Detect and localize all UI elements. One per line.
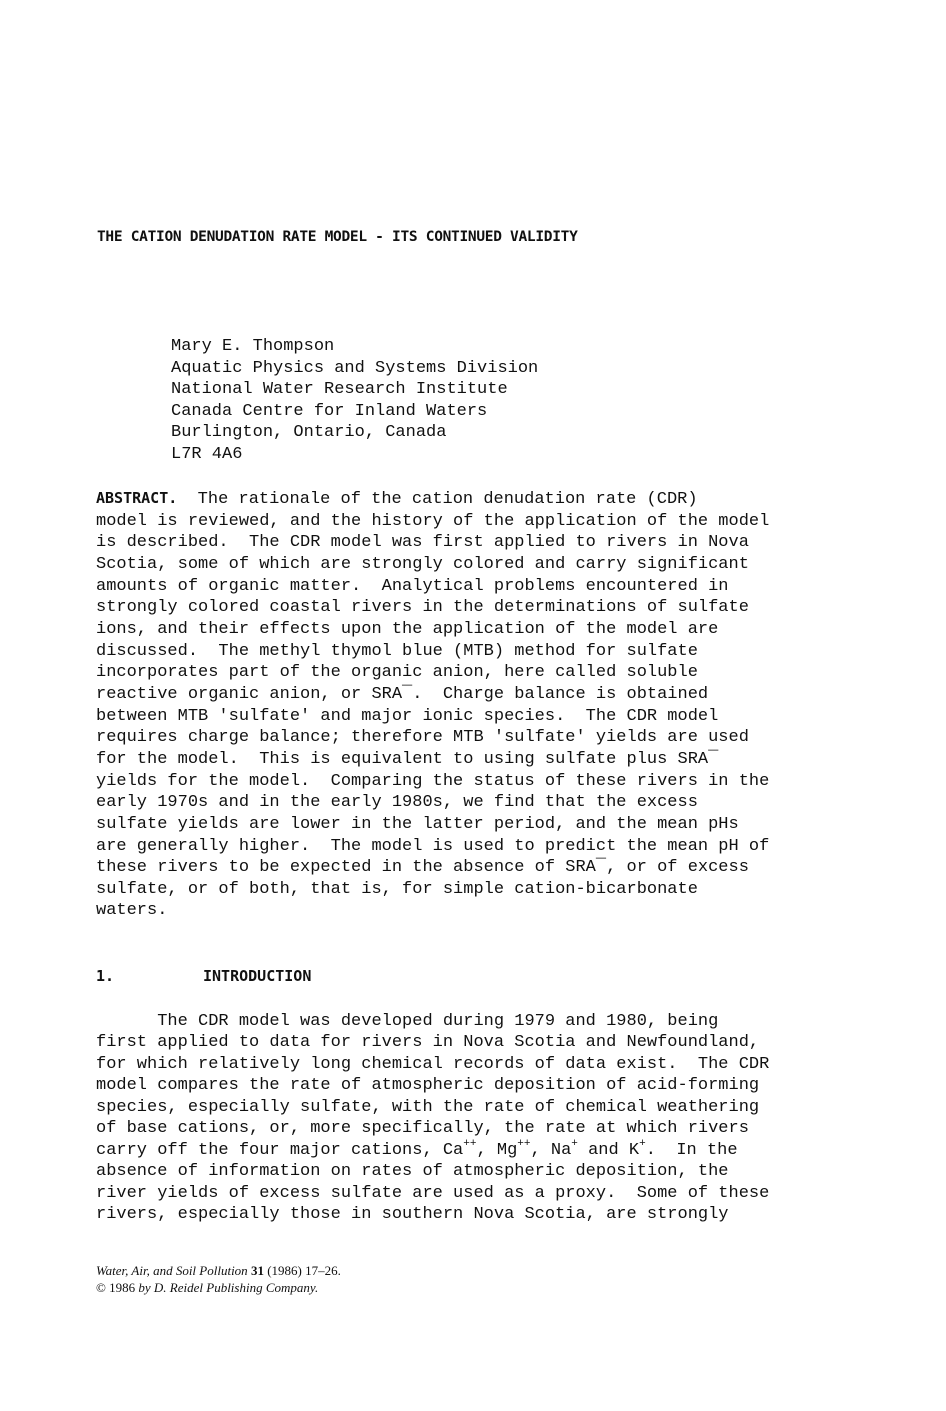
journal-year-pages: (1986) 17–26. [267, 1263, 341, 1278]
affiliation-postcode: L7R 4A6 [171, 444, 243, 464]
section-number: 1. [96, 967, 115, 985]
intro-line-cations: carry off the four major cations, Ca++, Mg++, Na+ and K+. In the [96, 1138, 738, 1160]
abstract-line: are generally higher. The model is used to predict the mean pH of [96, 836, 770, 856]
author-name: Mary E. Thompson [171, 337, 335, 356]
abstract-line: sulfate, or of both, that is, for simple cation-bicarbonate [96, 879, 698, 899]
abstract-line: is described. The CDR model was first applied to rivers in Nova [96, 533, 749, 553]
intro-line: for which relatively long chemical records of data exist. The CDR [96, 1054, 770, 1074]
abstract-line: model is reviewed, and the history of the application of the model [96, 511, 770, 531]
abstract [96, 488, 816, 922]
abstract-line: requires charge balance; therefore MTB 'sulfate' yields are used [96, 728, 749, 748]
intro-line: first applied to data for rivers in Nova Scotia and Newfoundland, [96, 1033, 760, 1053]
journal-footer [96, 1262, 341, 1296]
introduction-text [96, 1011, 816, 1226]
affiliation-centre: Canada Centre for Inland Waters [171, 401, 488, 421]
copyright-year: 1986 [109, 1280, 136, 1295]
citation-line [96, 1262, 341, 1279]
copyright-line [96, 1279, 341, 1296]
publisher: by D. Reidel Publishing Company. [138, 1280, 319, 1295]
author-block [171, 336, 538, 466]
paper-title: THE CATION DENUDATION RATE MODEL - ITS CONTINUED VALIDITY [97, 229, 578, 245]
abstract-line: incorporates part of the organic anion, here called soluble [96, 663, 698, 683]
copyright-symbol: © [96, 1280, 106, 1295]
abstract-line: early 1970s and in the early 1980s, we find that the excess [96, 793, 698, 813]
abstract-line: sulfate yields are lower in the latter period, and the mean pHs [96, 814, 739, 834]
intro-line: of base cations, or, more specifically, the rate at which rivers [96, 1119, 749, 1139]
intro-line: absence of information on rates of atmospheric deposition, the [96, 1162, 729, 1182]
affiliation-division: Aquatic Physics and Systems Division [171, 358, 539, 378]
intro-line: river yields of excess sulfate are used as a proxy. Some of these [96, 1183, 770, 1203]
abstract-line: waters. [96, 901, 168, 921]
affiliation-institute: National Water Research Institute [171, 380, 508, 400]
intro-line: species, especially sulfate, with the rate of chemical weathering [96, 1097, 760, 1117]
affiliation-city: Burlington, Ontario, Canada [171, 423, 447, 443]
abstract-line: these rivers to be expected in the absence of SRA¯, or of excess [96, 858, 749, 878]
abstract-line: reactive organic anion, or SRA¯. Charge balance is obtained [96, 684, 709, 704]
section-title: INTRODUCTION [203, 967, 312, 985]
journal-volume: 31 [250, 1263, 264, 1278]
intro-line: rivers, especially those in southern Nova Scotia, are strongly [96, 1205, 729, 1225]
abstract-line: strongly colored coastal rivers in the determinations of sulfate [96, 598, 749, 618]
abstract-line: yields for the model. Comparing the status of these rivers in the [96, 771, 770, 791]
abstract-line-first: ABSTRACT. The rationale of the cation denudation rate (CDR) [96, 489, 698, 509]
journal-name: Water, Air, and Soil Pollution [96, 1263, 248, 1278]
abstract-line: amounts of organic matter. Analytical problems encountered in [96, 576, 729, 596]
abstract-line: Scotia, some of which are strongly colored and carry significant [96, 554, 749, 574]
abstract-line: for the model. This is equivalent to using sulfate plus SRA¯ [96, 749, 719, 769]
intro-line: model compares the rate of atmospheric deposition of acid-forming [96, 1076, 760, 1096]
abstract-line: ions, and their effects upon the application of the model are [96, 619, 719, 639]
abstract-line: between MTB 'sulfate' and major ionic species. The CDR model [96, 706, 719, 726]
abstract-label: ABSTRACT. [96, 489, 178, 507]
intro-line: The CDR model was developed during 1979 and 1980, being [96, 1012, 719, 1031]
abstract-line: discussed. The methyl thymol blue (MTB) method for sulfate [96, 641, 698, 661]
